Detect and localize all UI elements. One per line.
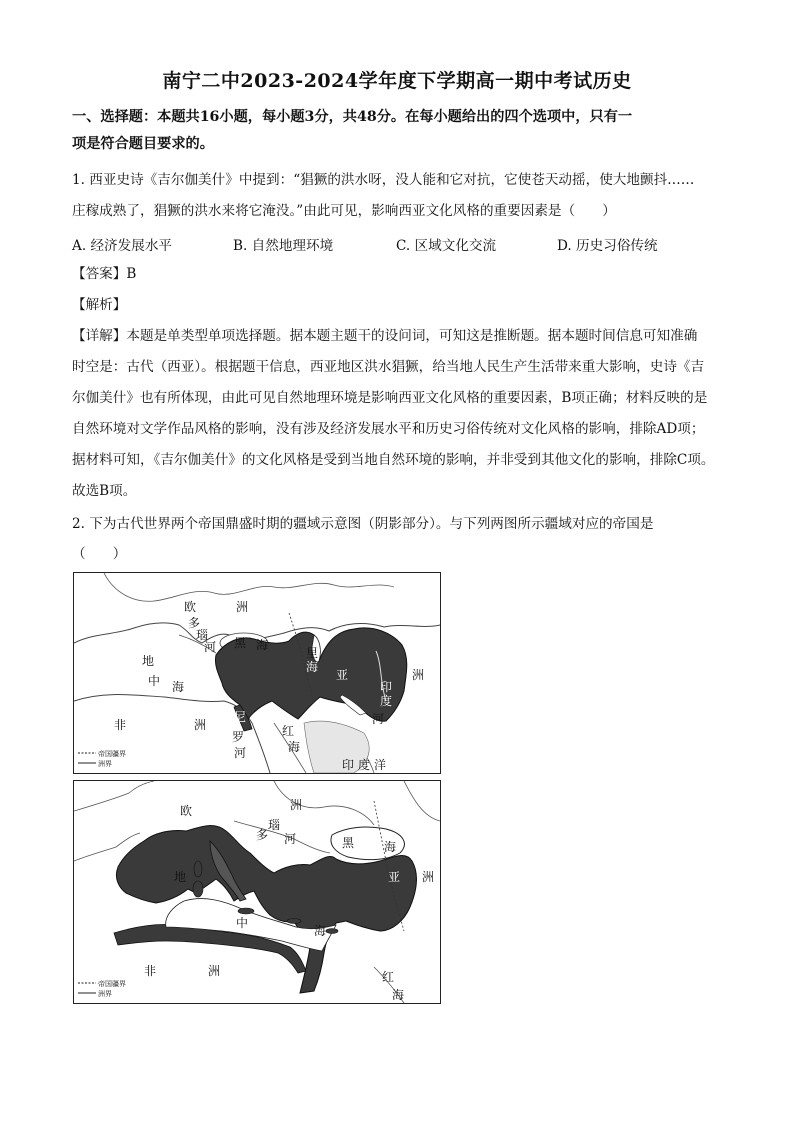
map1-label: 河 [204, 640, 217, 654]
map1-label: 海 [288, 740, 301, 754]
detail-line: 故选B项。 [72, 483, 137, 499]
map2-label: 黑 [342, 836, 355, 850]
detail-line: 时空是：古代（西亚）。根据题干信息，西亚地区洪水猖獗，给当地人民生产生活带来重大影响，史诗《吉 [72, 359, 705, 375]
legend-continent-border: 洲界 [98, 760, 112, 768]
map2-label: 海 [392, 988, 405, 1002]
map1-label: 洲 [194, 718, 207, 732]
section-heading-cont: 项是符合题目要求的。 [72, 136, 214, 152]
map2-label: 非 [144, 964, 157, 978]
map2-legend [78, 979, 126, 998]
map2-label: 洲 [290, 798, 303, 812]
map1-label: 罗 [232, 730, 245, 744]
map2-label: 洲 [208, 964, 221, 978]
map1-label: 中 [148, 674, 161, 688]
legend-empire-border: 帝国疆界 [98, 750, 126, 758]
map-persian-empire [73, 572, 441, 774]
section-heading: 一、选择题：本题共16小题，每小题3分，共48分。在每小题给出的四个选项中，只有一 [72, 109, 633, 125]
legend-empire-border: 帝国疆界 [98, 980, 126, 988]
map1-label: 海 [172, 680, 185, 694]
detail-line: 【详解】本题是单类型单项选择题。据本题主题干的设问词，可知这是推断题。据本题时间信息可知准确 [72, 328, 698, 344]
detail-line: 自然环境对文学作品风格的影响，没有涉及经济发展水平和历史习俗传统对文化风格的影响，排除AD项； [72, 421, 705, 437]
question-1-stem-cont: 庄稼成熟了，猖獗的洪水来将它淹没。”由此可见，影响西亚文化风格的重要因素是（ ） [72, 203, 616, 219]
question-1-stem: 1. 西亚史诗《吉尔伽美什》中提到：“猖獗的洪水呀，没人能和它对抗，它使苍天动摇，使大地颤抖…… [72, 172, 695, 188]
option-c: C. 区域文化交流 [396, 238, 497, 254]
map1-label: 亚 [336, 668, 349, 682]
option-d: D. 历史习俗传统 [557, 238, 658, 254]
option-a: A. 经济发展水平 [72, 238, 173, 254]
map1-label: 欧 [184, 600, 197, 614]
map1-label: 洲 [412, 668, 425, 682]
detail-line: 尔伽美什》也有所体现，由此可见自然地理环境是影响西亚文化风格的重要因素，B项正确；材料反映的是 [72, 390, 708, 406]
map1-label: 河 [234, 746, 247, 760]
map1-legend [78, 749, 126, 768]
map2-label: 河 [284, 832, 297, 846]
map-roman-empire [73, 780, 441, 1004]
map2-label: 海 [314, 924, 327, 938]
map1-label: 洋 [374, 758, 387, 772]
map2-label: 海 [384, 840, 397, 854]
map1-label: 红 [282, 724, 295, 738]
page-title: 南宁二中2023-2024学年度下学期高一期中考试历史 [162, 70, 632, 92]
map2-label: 亚 [388, 870, 401, 884]
answer-label: 【答案】B [72, 266, 137, 282]
map2-label: 中 [236, 916, 249, 930]
question-2-stem: 2. 下为古代世界两个帝国鼎盛时期的疆域示意图（阴影部分）。与下列两图所示疆域对应的帝国是 [72, 516, 654, 532]
map1-label: 瑙 [196, 628, 209, 642]
map1-label: 多 [188, 616, 201, 630]
map1-label: 里 [306, 646, 319, 660]
map1-label: 度 [380, 694, 393, 708]
option-b: B. 自然地理环境 [233, 238, 334, 254]
map1-label: 印 [380, 680, 393, 694]
map1-label: 印 [342, 758, 355, 772]
map2-label: 洲 [422, 870, 435, 884]
map1-label: 海 [256, 638, 269, 652]
map2-label: 欧 [180, 804, 193, 818]
map1-label: 河 [372, 712, 385, 726]
analysis-label: 【解析】 [72, 297, 127, 313]
map1-label: 洲 [236, 600, 249, 614]
map1-label: 非 [114, 718, 127, 732]
question-2-stem-cont: （ ） [72, 546, 127, 562]
map1-label: 黑 [234, 636, 247, 650]
map2-label: 红 [382, 970, 395, 984]
map1-label: 地 [142, 654, 155, 668]
map1-label: 尼 [234, 710, 247, 724]
map2-label: 多 [256, 828, 269, 842]
map1-label: 度 [358, 758, 371, 772]
map2-label: 地 [174, 870, 187, 884]
map2-label: 瑙 [268, 818, 281, 832]
legend-continent-border: 洲界 [98, 990, 112, 998]
detail-line: 据材料可知，《吉尔伽美什》的文化风格是受到当地自然环境的影响，并非受到其他文化的影响，排除C项。 [72, 452, 715, 468]
map1-label: 海 [306, 660, 319, 674]
